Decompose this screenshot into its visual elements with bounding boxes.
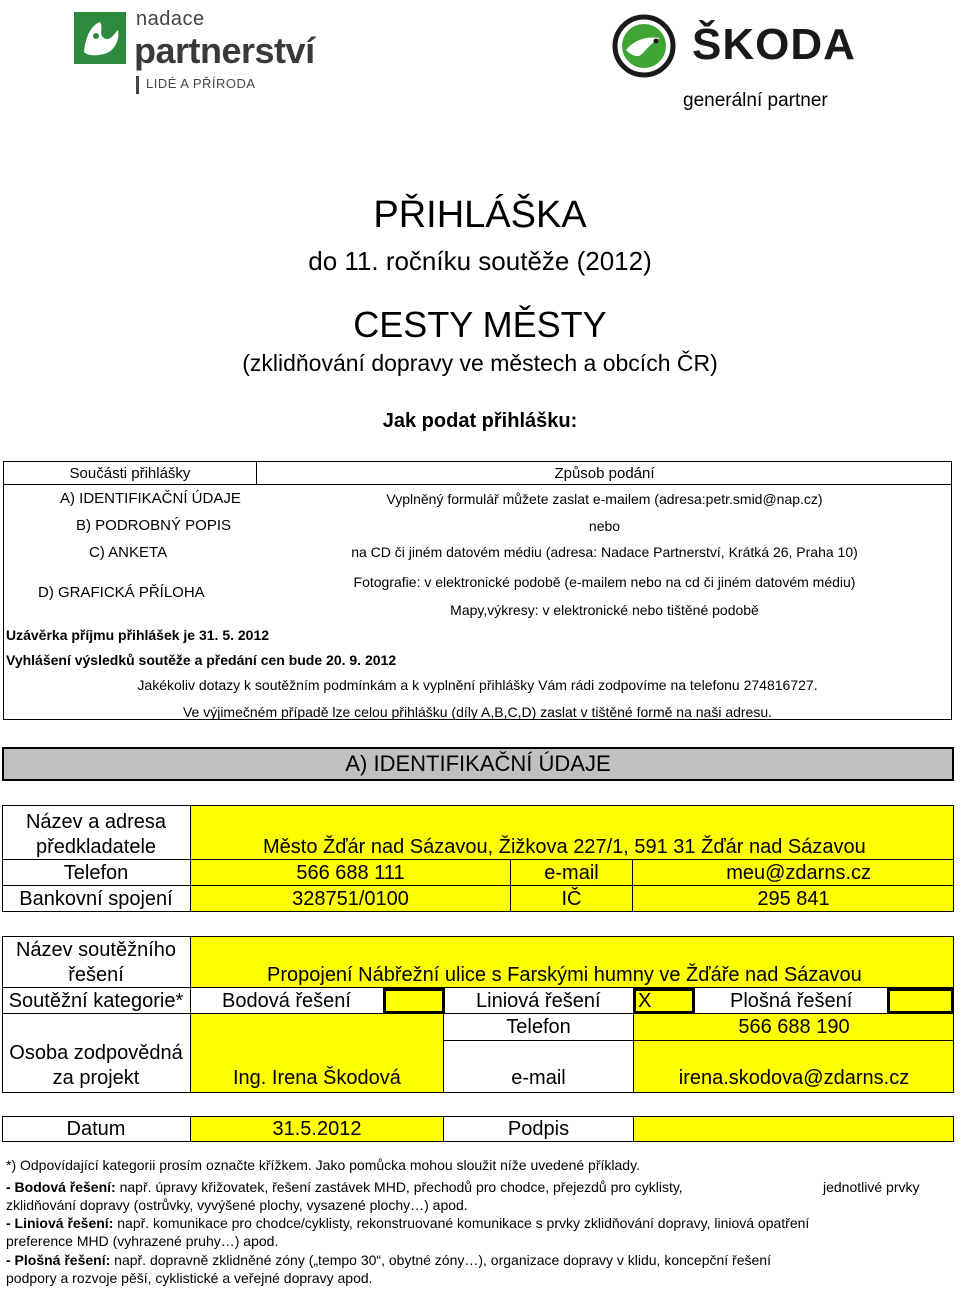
part-b-text: nebo [588, 518, 621, 534]
category-area-label: Plošná řešení [730, 990, 853, 1012]
footnote-point-text-2: jednotlivé prvky [823, 1179, 920, 1195]
sol-col-line [190, 936, 191, 1093]
applicant-name-label-1: Název a adresa [25, 811, 167, 833]
footnote-line-title: - Liniová řešení: [6, 1215, 114, 1231]
part-d-text-1: Fotografie: v elektronické podobě (e-mailem nebo na cd či jiném datovém médiu) [353, 574, 856, 590]
bank-label: Bankovní spojení [19, 888, 173, 910]
responsible-email-value[interactable]: irena.skodova@zdarns.cz [678, 1067, 910, 1089]
sol-row-line-3 [443, 1040, 954, 1041]
part-a-label: A) IDENTIFIKAČNÍ ÚDAJE [60, 490, 241, 507]
skoda-logo-mark [612, 14, 676, 78]
point-checkbox[interactable] [383, 988, 445, 1014]
nadace-logo [74, 10, 374, 95]
nadace-small-text: nadace [136, 8, 205, 30]
signature-label: Podpis [507, 1118, 570, 1140]
ic-label: IČ [561, 888, 582, 910]
sol-row-line-2 [2, 1013, 954, 1014]
how-to-heading: Jak podat přihlášku: [382, 410, 578, 432]
part-d-text-2: Mapy,výkresy: v elektronické nebo tištěné podobě [450, 602, 759, 618]
footnote-point-text-3: zklidňování dopravy (ostrůvky, vyvýšené plochy, vysazené plochy…) apod. [6, 1197, 468, 1213]
category-line-label: Liniová řešení [476, 990, 601, 1012]
exception-text: Ve výjimečném případě lze celou přihlášku (díly A,B,C,D) zaslat v tištěné formě na naši adresu. [182, 704, 773, 720]
footnote-area-title: - Plošná řešení: [6, 1252, 111, 1268]
footnote-area [6, 1252, 771, 1268]
category-line-mark[interactable]: X [638, 990, 652, 1012]
solution-name-value[interactable]: Propojení Nábřežní ulice s Farskými humny ve Žďáře nad Sázavou [267, 964, 862, 986]
footnote-point-title: - Bodová řešení: [6, 1179, 116, 1195]
footnote-line-text-2: preference MHD (vyhrazené pruhy…) apod. [6, 1233, 279, 1249]
footnote-point [6, 1179, 683, 1195]
applicant-phone-value[interactable]: 566 688 111 [296, 862, 405, 884]
category-point-label: Bodová řešení [222, 990, 351, 1012]
results-text: Vyhlášení výsledků soutěže a předání cen bude 20. 9. 2012 [6, 652, 397, 668]
nadace-tag-bar [136, 76, 139, 94]
part-a-text: Vyplněný formulář můžete zaslat e-mailem (adresa:petr.smid@nap.cz) [386, 491, 823, 507]
partner-label: generální partner [683, 90, 828, 111]
solution-name-label-2: řešení [68, 964, 124, 986]
responsible-phone-label: Telefon [506, 1016, 571, 1038]
applicant-name-value[interactable]: Město Žďár nad Sázavou, Žižkova 227/1, 591 31 Žďár nad Sázavou [263, 836, 866, 858]
date-label: Datum [66, 1118, 126, 1140]
footnote-area-text-1: např. dopravně zklidněné zóny („tempo 30“, obytné zóny…), organizace dopravy v klidu, koncepční řešení [114, 1252, 771, 1268]
nadace-big-text: partnerství [134, 30, 315, 71]
contest-title: CESTY MĚSTY [353, 304, 607, 345]
part-d-label: D) GRAFICKÁ PŘÍLOHA [38, 584, 205, 601]
responsible-email-label: e-mail [511, 1067, 566, 1089]
ic-value[interactable]: 295 841 [757, 888, 830, 910]
part-c-label: C) ANKETA [89, 544, 168, 561]
nadace-logo-mark [74, 12, 126, 64]
form-title: PŘIHLÁŠKA [373, 194, 587, 236]
area-checkbox[interactable] [887, 988, 954, 1014]
category-label: Soutěžní kategorie* [8, 990, 184, 1012]
date-value[interactable]: 31.5.2012 [272, 1118, 362, 1140]
part-c-text: na CD či jiném datovém médiu (adresa: Nadace Partnerství, Krátká 26, Praha 10) [351, 544, 858, 560]
applicant-phone-label: Telefon [63, 862, 129, 884]
applicant-email-value[interactable]: meu@zdarns.cz [726, 862, 871, 884]
parts-col2-header: Způsob podání [554, 465, 655, 482]
parts-header-row [4, 484, 951, 485]
responsible-phone-value[interactable]: 566 688 190 [738, 1016, 850, 1038]
section-a-title: A) IDENTIFIKAČNÍ ÚDAJE [2, 747, 954, 781]
date-col-line-3 [633, 1116, 634, 1142]
responsible-label-2: za projekt [52, 1067, 140, 1089]
contact-text: Jakékoliv dotazy k soutěžním podmínkám a k vyplnění přihlášky Vám rádi zodpovíme na telefonu 274816727. [137, 677, 818, 693]
id-row-line-2 [2, 885, 954, 886]
part-b-label: B) PODROBNÝ POPIS [76, 517, 232, 534]
skoda-brand-text: ŠKODA [692, 20, 856, 69]
contest-subtitle: (zklidňování dopravy ve městech a obcích ČR) [242, 350, 718, 376]
bank-value[interactable]: 328751/0100 [292, 888, 409, 910]
sol-row-line-1 [2, 987, 954, 988]
footnote-line-text-1: např. komunikace pro chodce/cyklisty, rekonstruované komunikace s prvky zklidňování dopravy, liniová opatření [117, 1215, 810, 1231]
deadline-text: Uzávěrka příjmu přihlášek je 31. 5. 2012 [6, 627, 270, 643]
parts-col1-header: Součásti přihlášky [69, 465, 191, 482]
skoda-logo [612, 14, 912, 84]
form-subtitle: do 11. ročníku soutěže (2012) [308, 246, 652, 276]
footnote-note: *) Odpovídající kategorii prosím označte křížkem. Jako pomůcka mohou sloužit níže uvedené příklady. [6, 1157, 640, 1173]
footnote-point-text-1: např. úpravy křižovatek, řešení zastávek MHD, přechodů pro chodce, přejezdů pro cyklisty, [119, 1179, 683, 1195]
nadace-tag-text: LIDÉ A PŘÍRODA [146, 76, 256, 91]
applicant-email-label: e-mail [544, 862, 599, 884]
responsible-name[interactable]: Ing. Irena Škodová [233, 1067, 401, 1089]
responsible-label-1: Osoba zodpovědná [9, 1042, 183, 1064]
id-row-line-1 [2, 859, 954, 860]
footnote-line [6, 1215, 809, 1231]
footnote-area-text-2: podpory a rozvoje pěší, cyklistické a veřejné dopravy apod. [6, 1270, 373, 1286]
applicant-name-label-2: předkladatele [35, 836, 157, 858]
solution-name-label-1: Název soutěžního [15, 939, 177, 961]
